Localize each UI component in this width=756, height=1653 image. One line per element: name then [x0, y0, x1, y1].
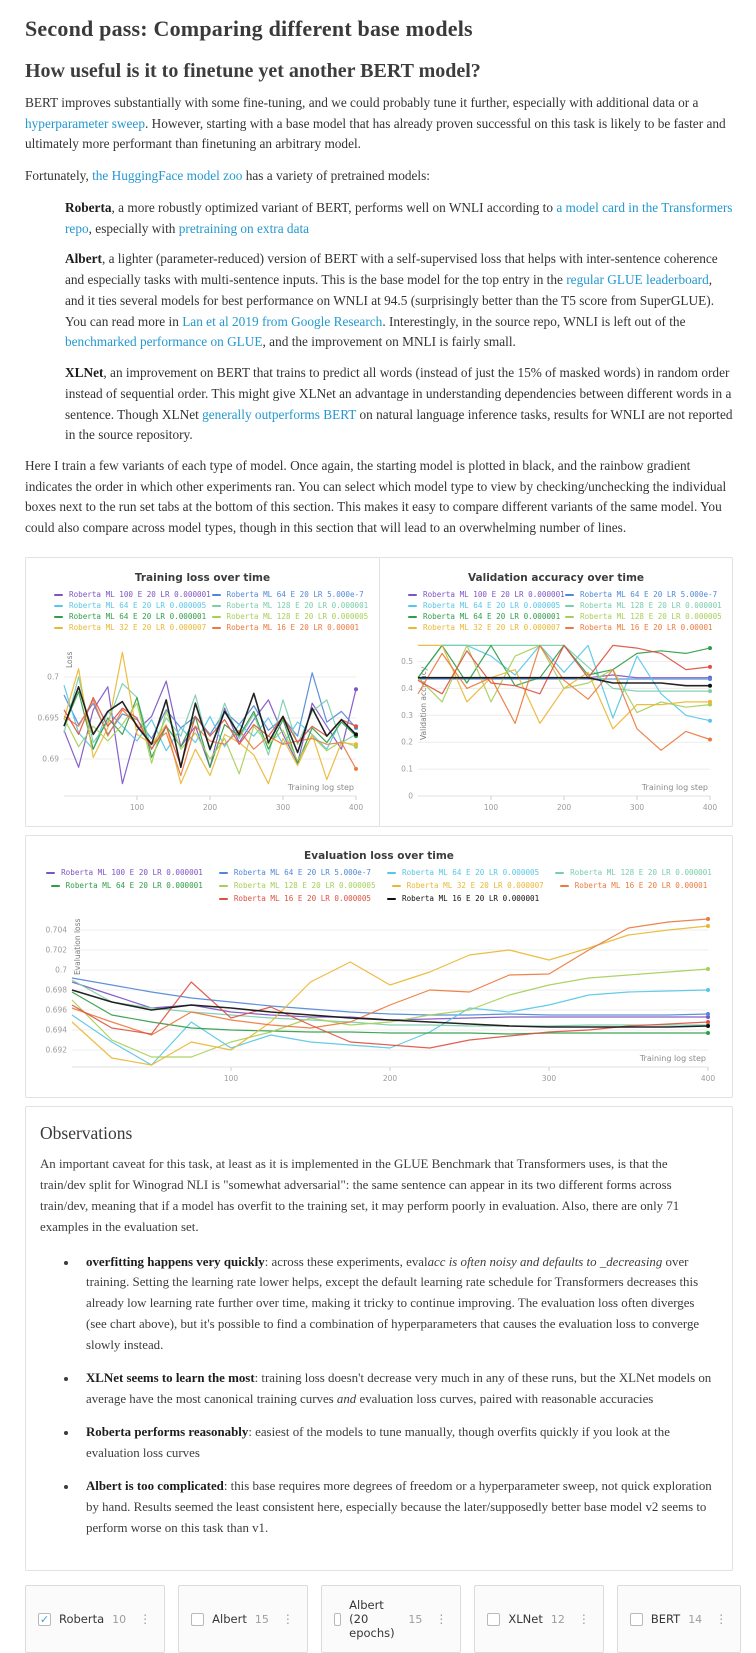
- legend-entry[interactable]: [565, 610, 722, 621]
- text-run: BERT improves substantially with some fine-tuning, and we could probably tune it further, especially with additional data or a: [25, 95, 699, 110]
- text-run: on natural language inference tasks, results for WNLI are not reported in the source repository.: [65, 406, 733, 443]
- y-tick-label: 0.3: [401, 710, 413, 720]
- series-line[interactable]: [72, 980, 708, 1026]
- inline-link[interactable]: Lan et al 2019 from Google Research: [182, 313, 383, 329]
- y-tick-label: 0.2: [401, 737, 413, 747]
- y-tick-label: 0.69: [42, 754, 59, 764]
- observations-list: [78, 1252, 714, 1539]
- legend-entry[interactable]: [46, 866, 203, 879]
- x-tick-label: 400: [700, 1073, 716, 1083]
- text-run: , and it ties several models for best performance on WNLI at 94.5 (surprisingly better than the T5 score from SuperGLUE). You can read more in: [65, 272, 715, 329]
- legend-label: Roberta ML 128 E 20 LR 0.000001: [226, 600, 369, 610]
- bold-text: overfitting happens very quickly: [86, 1254, 265, 1269]
- series-endpoint-dot: [708, 700, 712, 704]
- text-run: : easiest of the models to tune manually, though overfits quickly if you look at the evaluation loss curves: [86, 1424, 670, 1460]
- series-endpoint-dot: [706, 1024, 710, 1028]
- y-tick-label: 0.7: [55, 965, 67, 975]
- paragraph-experiment-setup: [25, 456, 733, 539]
- run-set-label: Albert: [212, 1612, 247, 1627]
- series-endpoint-dot: [354, 767, 358, 771]
- legend-label: Roberta ML 32 E 20 LR 0.000007: [69, 622, 207, 632]
- observations-intro: [40, 1154, 714, 1238]
- inline-link[interactable]: generally outperforms BERT: [202, 406, 357, 422]
- legend-label: Roberta ML 128 E 20 LR 0.000005: [226, 611, 369, 621]
- inline-link[interactable]: pretraining on extra data: [178, 220, 310, 236]
- legend-entry[interactable]: [565, 588, 722, 599]
- legend-label: Roberta ML 16 E 20 LR 0.00001: [226, 622, 360, 632]
- series-endpoint-dot: [708, 719, 712, 723]
- italic-text: acc is often noisy and defaults to _decreasing: [427, 1254, 663, 1269]
- y-tick-label: 0.4: [401, 683, 413, 693]
- legend-label: Roberta ML 64 E 20 LR 5.000e-7: [233, 867, 371, 877]
- legend-label: Roberta ML 16 E 20 LR 0.00001: [574, 880, 708, 890]
- y-tick-label: 0.692: [45, 1045, 67, 1055]
- run-count-badge: 10: [112, 1612, 127, 1626]
- run-set-tab-bar: [25, 1585, 733, 1653]
- legend-swatch-icon: [408, 616, 417, 618]
- text-run: , a lighter (parameter-reduced) version of BERT with a self-supervised loss that helps with inter-sentence coherence and especially tasks with multi-sentence inputs. This is the base model for the top entry in the: [65, 251, 718, 288]
- run-count-badge: 12: [550, 1612, 565, 1626]
- legend-entry[interactable]: [212, 588, 370, 599]
- text-run: An important caveat for this task, at least as it is implemented in the GLUE Benchmark that Transformers uses, is that the train/dev split for Winograd NLI is "somewhat adversarial": the same sentence can appear in its two different forms across train/dev, meaning that if a model has overfit to the training set, it may perform poorly in evaluation. Also, there are only 71 examples in the evaluation set.: [40, 1156, 680, 1234]
- legend-swatch-icon: [219, 885, 228, 887]
- observations-title: Observations: [40, 1122, 133, 1143]
- run-count-badge: 15: [254, 1612, 269, 1626]
- model-bullet-roberta: [25, 198, 733, 239]
- chart-title: Training loss over time: [134, 571, 271, 584]
- inline-link[interactable]: the HuggingFace model zoo: [92, 168, 243, 184]
- observation-item: [78, 1368, 714, 1410]
- bold-text: XLNet seems to learn the most: [86, 1371, 255, 1386]
- y-tick-label: 0.696: [45, 1005, 67, 1015]
- y-axis-label: Validation accuracy: [419, 666, 428, 740]
- x-tick-label: 200: [202, 802, 218, 812]
- x-axis-label: Training log step: [641, 782, 708, 792]
- legend-swatch-icon: [212, 616, 221, 618]
- series-endpoint-dot: [354, 687, 358, 691]
- text-run: Here I train a few variants of each type of model. Once again, the starting model is plotted in black, and the rainbow gradient indicates the order in which other experiments ran. You can select which model type to view by checking/unchecking the individual boxes next to the run set tabs at the bottom of this section. This makes it easy to compare different variants of the same model. You could also compare across model types, though in this section that will lead to an overwhelming number of lines.: [25, 458, 727, 536]
- legend-swatch-icon: [54, 605, 63, 607]
- observation-item: [78, 1476, 714, 1539]
- y-tick-label: 0.1: [401, 764, 413, 774]
- legend-label: Roberta ML 64 E 20 LR 5.000e-7: [580, 589, 718, 599]
- x-tick-label: 100: [223, 1073, 239, 1083]
- legend-entry[interactable]: [54, 588, 212, 599]
- series-endpoint-dot: [706, 917, 710, 921]
- series-endpoint-dot: [708, 677, 712, 681]
- legend-swatch-icon: [219, 872, 228, 874]
- chart-legend: [32, 866, 726, 905]
- kebab-menu-icon[interactable]: ⋮: [577, 1612, 590, 1627]
- legend-swatch-icon: [392, 885, 401, 887]
- bold-text: Albert: [65, 251, 102, 267]
- series-line[interactable]: [64, 681, 356, 784]
- inline-link[interactable]: a model card in the Transformers repo: [65, 199, 733, 236]
- text-run: has a variety of pretrained models:: [242, 168, 430, 184]
- inline-link[interactable]: benchmarked performance on GLUE: [65, 334, 263, 350]
- legend-entry[interactable]: [219, 892, 371, 905]
- series-endpoint-dot: [708, 646, 712, 650]
- panel-training-loss[interactable]: [26, 558, 379, 826]
- model-bullet-xlnet: [25, 363, 733, 446]
- legend-label: Roberta ML 16 E 20 LR 0.00001: [580, 622, 713, 632]
- y-tick-label: 0.702: [45, 945, 67, 955]
- y-tick-label: 0.694: [45, 1025, 67, 1035]
- legend-swatch-icon: [565, 627, 574, 629]
- series-endpoint-dot: [706, 1012, 710, 1016]
- legend-label: Roberta ML 100 E 20 LR 0.000001: [69, 589, 211, 599]
- panel-grid-row2: [25, 835, 733, 1098]
- x-tick-label: 100: [483, 802, 499, 812]
- legend-entry[interactable]: [565, 599, 722, 610]
- text-run: , an improvement on BERT that trains to predict all words (instead of just the 15% of masked words) in random order instead of sequential order. This might give XLNet an advantage in understanding dependencies between different words in a sentence. Though XLNet: [65, 365, 732, 422]
- run-set-tab-albert-20-epochs[interactable]: [321, 1585, 462, 1653]
- x-tick-label: 100: [129, 802, 145, 812]
- run-set-label: BERT: [650, 1612, 681, 1627]
- legend-entry[interactable]: [387, 866, 539, 879]
- chart-plot-area[interactable]: [386, 632, 726, 820]
- panel-evaluation-loss[interactable]: [26, 836, 732, 1097]
- legend-label: Roberta ML 64 E 20 LR 0.000005: [423, 600, 561, 610]
- legend-swatch-icon: [219, 898, 228, 900]
- series-endpoint-dot: [708, 689, 712, 693]
- text-run: : across these experiments, eval: [264, 1254, 428, 1269]
- series-endpoint-dot: [354, 742, 358, 746]
- series-endpoint-dot: [706, 967, 710, 971]
- text-run: , a more robustly optimized variant of BERT, performs well on WNLI according to: [111, 199, 557, 215]
- chart-title: Evaluation loss over time: [304, 849, 454, 862]
- run-set-tab-xlnet[interactable]: [474, 1585, 603, 1653]
- paragraph-fortunately: [25, 166, 733, 187]
- legend-entry[interactable]: [212, 621, 370, 632]
- y-tick-label: 0.695: [37, 713, 59, 723]
- italic-text: and: [336, 1392, 357, 1407]
- series-line[interactable]: [72, 926, 708, 1065]
- legend-label: Roberta ML 32 E 20 LR 0.000007: [406, 880, 544, 890]
- y-tick-label: 0.5: [401, 656, 413, 666]
- legend-label: Roberta ML 16 E 20 LR 0.000005: [233, 893, 371, 903]
- run-set-label: Roberta: [59, 1612, 105, 1627]
- x-tick-label: 300: [541, 1073, 557, 1083]
- y-axis-label: Evaluation loss: [73, 918, 82, 975]
- text-run: , especially with: [88, 220, 179, 236]
- paragraph-intro: [25, 93, 733, 155]
- legend-label: Roberta ML 128 E 20 LR 0.000005: [580, 611, 722, 621]
- text-run: : training loss doesn't decrease very much in any of these runs, but the XLNet models on average have the most canonical training curves: [86, 1371, 712, 1407]
- legend-label: Roberta ML 64 E 20 LR 5.000e-7: [226, 589, 364, 599]
- series-line[interactable]: [418, 645, 710, 693]
- series-endpoint-dot: [706, 1020, 710, 1024]
- text-run: evaluation loss curves, paired with reasonable accuracies: [356, 1392, 654, 1407]
- legend-entry[interactable]: [54, 610, 212, 621]
- legend-entry[interactable]: [51, 879, 203, 892]
- panel-validation-accuracy[interactable]: [379, 558, 732, 826]
- legend-entry[interactable]: [408, 599, 565, 610]
- legend-entry[interactable]: [565, 621, 722, 632]
- panel-grid-row1: [25, 557, 733, 827]
- legend-swatch-icon: [408, 627, 417, 629]
- legend-label: Roberta ML 64 E 20 LR 0.000001: [65, 880, 203, 890]
- legend-swatch-icon: [560, 885, 569, 887]
- section-title: Second pass: Comparing different base models: [25, 16, 473, 41]
- subsection-title: How useful is it to finetune yet another BERT model?: [25, 60, 481, 82]
- checkbox-unchecked-icon[interactable]: [334, 1613, 341, 1626]
- bold-text: XLNet: [65, 365, 104, 381]
- legend-swatch-icon: [212, 594, 221, 596]
- legend-swatch-icon: [565, 616, 574, 618]
- legend-entry[interactable]: [212, 610, 370, 621]
- legend-swatch-icon: [51, 885, 60, 887]
- run-set-label: Albert (20 epochs): [349, 1598, 395, 1641]
- legend-label: Roberta ML 16 E 20 LR 0.000001: [402, 893, 540, 903]
- chart-plot-area[interactable]: [32, 905, 724, 1091]
- inline-link[interactable]: regular GLUE leaderboard: [566, 272, 709, 288]
- text-run: : this base requires more degrees of freedom or a hyperparameter sweep, not quick exploration by hand. Results seemed the least consistent here, especially because the later/supposedly better base model v2 seems to perform worse on this task than v1.: [86, 1478, 712, 1535]
- legend-entry[interactable]: [392, 879, 544, 892]
- x-tick-label: 400: [348, 802, 364, 812]
- bold-text: Roberta performs reasonably: [86, 1424, 249, 1439]
- legend-label: Roberta ML 64 E 20 LR 0.000001: [423, 611, 561, 621]
- run-set-tab-albert[interactable]: [178, 1585, 308, 1653]
- text-run: . However, starting with a base model that has already proven successful on this task is likely to be faster and ultimately more performant than finetuning an arbitrary model.: [25, 115, 726, 152]
- series-endpoint-dot: [708, 665, 712, 669]
- legend-swatch-icon: [565, 605, 574, 607]
- run-count-badge: 15: [408, 1612, 423, 1626]
- x-tick-label: 400: [702, 802, 718, 812]
- legend-entry[interactable]: [219, 879, 376, 892]
- legend-label: Roberta ML 64 E 20 LR 0.000005: [402, 867, 540, 877]
- observations-panel: [25, 1106, 733, 1572]
- kebab-menu-icon[interactable]: ⋮: [435, 1612, 448, 1627]
- legend-entry[interactable]: [560, 879, 708, 892]
- x-axis-label: Training log step: [639, 1053, 706, 1063]
- bold-text: Roberta: [65, 199, 112, 215]
- series-endpoint-dot: [706, 1031, 710, 1035]
- x-axis-label: Training log step: [287, 782, 354, 792]
- chart-legend: [32, 588, 373, 632]
- run-count-badge: 14: [688, 1612, 703, 1626]
- checkbox-unchecked-icon[interactable]: [191, 1613, 204, 1626]
- legend-label: Roberta ML 128 E 20 LR 0.000005: [233, 880, 376, 890]
- checkbox-unchecked-icon[interactable]: [630, 1613, 643, 1626]
- legend-swatch-icon: [54, 627, 63, 629]
- series-endpoint-dot: [706, 988, 710, 992]
- text-run: over training. Setting the learning rate lower helps, except the default learning rate schedule for Transformers decreases this already low learning rate further over time, making it tricky to continue improving. The evaluation loss often diverges (see chart above), but it's possible to find a combination of hyperparameters that causes the evaluation loss to converge slowly instead.: [86, 1254, 700, 1353]
- text-run: Fortunately,: [25, 168, 93, 184]
- y-axis-label: Loss: [65, 651, 74, 668]
- run-set-tab-bert[interactable]: [617, 1585, 741, 1653]
- chart-plot-area[interactable]: [32, 632, 372, 820]
- legend-swatch-icon: [212, 627, 221, 629]
- legend-label: Roberta ML 64 E 20 LR 0.000001: [69, 611, 207, 621]
- legend-entry[interactable]: [555, 866, 712, 879]
- legend-swatch-icon: [212, 605, 221, 607]
- legend-label: Roberta ML 128 E 20 LR 0.000001: [580, 600, 722, 610]
- legend-entry[interactable]: [387, 892, 539, 905]
- checkbox-unchecked-icon[interactable]: [487, 1613, 500, 1626]
- legend-entry[interactable]: [54, 599, 212, 610]
- checkbox-checked-icon[interactable]: ✓: [39, 1612, 50, 1626]
- text-run: , and the improvement on MNLI is fairly small.: [262, 334, 516, 350]
- legend-label: Roberta ML 64 E 20 LR 0.000005: [69, 600, 207, 610]
- series-endpoint-dot: [706, 924, 710, 928]
- legend-entry[interactable]: [219, 866, 371, 879]
- legend-swatch-icon: [408, 605, 417, 607]
- run-set-label: XLNet: [508, 1612, 543, 1627]
- series-endpoint-dot: [354, 724, 358, 728]
- x-tick-label: 200: [556, 802, 572, 812]
- y-tick-label: 0.704: [45, 925, 67, 935]
- model-bullet-list: [25, 198, 733, 446]
- legend-entry[interactable]: [408, 588, 565, 599]
- legend-swatch-icon: [54, 616, 63, 618]
- x-tick-label: 200: [382, 1073, 398, 1083]
- run-set-tab-roberta[interactable]: [25, 1585, 165, 1653]
- series-endpoint-dot: [354, 732, 358, 736]
- bold-text: Albert is too complicated: [86, 1478, 224, 1493]
- legend-label: Roberta ML 100 E 20 LR 0.000001: [61, 867, 203, 877]
- observation-item: [78, 1422, 714, 1464]
- legend-label: Roberta ML 32 E 20 LR 0.000007: [423, 622, 561, 632]
- inline-link[interactable]: hyperparameter sweep: [25, 115, 145, 131]
- legend-entry[interactable]: [212, 599, 370, 610]
- x-tick-label: 300: [275, 802, 291, 812]
- chart-legend: [386, 588, 726, 632]
- observation-item: [78, 1252, 714, 1357]
- legend-swatch-icon: [565, 594, 574, 596]
- y-tick-label: 0.698: [45, 985, 67, 995]
- legend-entry[interactable]: [408, 610, 565, 621]
- text-run: . Interestingly, in the source repo, WNLI is left out of the: [382, 313, 686, 329]
- series-endpoint-dot: [708, 737, 712, 741]
- series-endpoint-dot: [708, 684, 712, 688]
- chart-title: Validation accuracy over time: [467, 571, 645, 584]
- legend-swatch-icon: [387, 872, 396, 874]
- kebab-menu-icon[interactable]: ⋮: [281, 1612, 294, 1627]
- kebab-menu-icon[interactable]: ⋮: [715, 1612, 728, 1627]
- legend-swatch-icon: [408, 594, 417, 596]
- legend-swatch-icon: [54, 594, 63, 596]
- x-tick-label: 300: [629, 802, 645, 812]
- kebab-menu-icon[interactable]: ⋮: [139, 1612, 152, 1627]
- legend-label: Roberta ML 100 E 20 LR 0.000001: [423, 589, 565, 599]
- legend-label: Roberta ML 128 E 20 LR 0.000001: [570, 867, 712, 877]
- y-tick-label: 0: [408, 791, 413, 801]
- y-tick-label: 0.7: [47, 672, 59, 682]
- legend-entry[interactable]: [54, 621, 212, 632]
- legend-swatch-icon: [46, 872, 55, 874]
- model-bullet-albert: [25, 249, 733, 353]
- legend-swatch-icon: [555, 872, 564, 874]
- legend-entry[interactable]: [408, 621, 565, 632]
- legend-swatch-icon: [387, 898, 396, 900]
